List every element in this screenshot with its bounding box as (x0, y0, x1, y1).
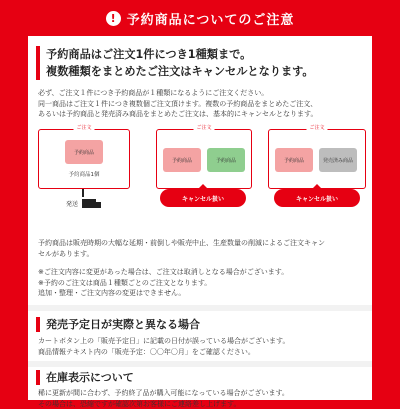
note-line: ※予約のご注文は商品１種類ごとのご注文となります。 (38, 278, 366, 289)
section2-heading: 発売予定日が実際と異なる場合 (36, 317, 376, 332)
paragraph-line: あるいは予約商品と発売済み商品をまとめたご注文は、基本的にキャンセルとなります。 (38, 109, 366, 120)
product-card-reserved: 予約商品 (163, 148, 201, 172)
order-box-two-reserved (156, 129, 252, 189)
notice-title: 予約商品についてのご注意 (127, 9, 295, 28)
note-line: 追加・整理・ご注文内容の変更はできません。 (38, 288, 366, 299)
paragraph-line: 同一商品はご注文１件につき複数個ご注文頂けます。複数の予約商品をまとめたご注文、 (38, 99, 366, 110)
exclamation-icon: ! (106, 11, 121, 26)
cancel-badge-mixed: キャンセル扱い (274, 189, 360, 207)
section3-line: 稀に更新が間に合わず、予約終了品が購入可能になっている場合がございます。 (38, 388, 366, 399)
cancel-badge-two-reserved: キャンセル扱い (160, 189, 246, 207)
section2-body (38, 336, 366, 357)
paragraph-line: セルがあります。 (38, 249, 366, 260)
section3-heading: 在庫表示について (36, 370, 376, 385)
section1-paragraph2 (38, 238, 366, 259)
section3-body (38, 388, 366, 409)
notice-panel (28, 36, 372, 400)
section2-line: カートボタン上の「販売予定日」に記載の日付が誤っている場合がございます。 (38, 336, 366, 347)
order-box-sub: 予約商品1個 (39, 170, 129, 178)
ship-indicator (66, 199, 96, 208)
order-caption: ご注文 (193, 124, 214, 131)
product-card-released: 発売済み商品 (319, 148, 357, 172)
ship-label: 発送 (66, 199, 78, 208)
section1-paragraph1 (38, 88, 366, 120)
section-divider (28, 305, 372, 311)
order-caption: ご注文 (73, 124, 94, 131)
order-caption: ご注文 (306, 124, 327, 131)
notice-header (0, 0, 400, 36)
paragraph-line: 予約商品は販売時期の大幅な延期・前倒しや販売中止、生産数量の削減によるご注文キャン (38, 238, 366, 249)
product-card-reserved: 予約商品 (275, 148, 313, 172)
note-line: ※ご注文内容に変更があった場合は、ご注文は取消しとなる場合がございます。 (38, 267, 366, 278)
down-arrow-icon (82, 189, 84, 197)
order-box-single (38, 129, 130, 189)
paragraph-line: 必ず、ご注文１件につき予約商品が１種類になるようにご注文ください。 (38, 88, 366, 99)
product-card-reserved-other: 予約商品 (207, 148, 245, 172)
truck-icon (82, 199, 96, 208)
section1-notes (38, 267, 366, 299)
section3-line: その場合は、恐縮ですが確認次第お客様にご連絡差し上げます。 (38, 399, 366, 409)
section1-heading (36, 46, 376, 80)
order-box-mixed (268, 129, 366, 189)
section1-heading-line2: 複数種類をまとめたご注文はキャンセルとなります。 (46, 63, 376, 80)
order-diagram (38, 129, 366, 237)
product-card-reserved: 予約商品 (65, 140, 103, 164)
section1-heading-line1: 予約商品はご注文1件につき1種類まで。 (46, 46, 376, 63)
section-divider (28, 361, 372, 367)
section2-line: 商品情報テキスト内の「販売予定：〇〇年〇月」をご確認ください。 (38, 347, 366, 358)
